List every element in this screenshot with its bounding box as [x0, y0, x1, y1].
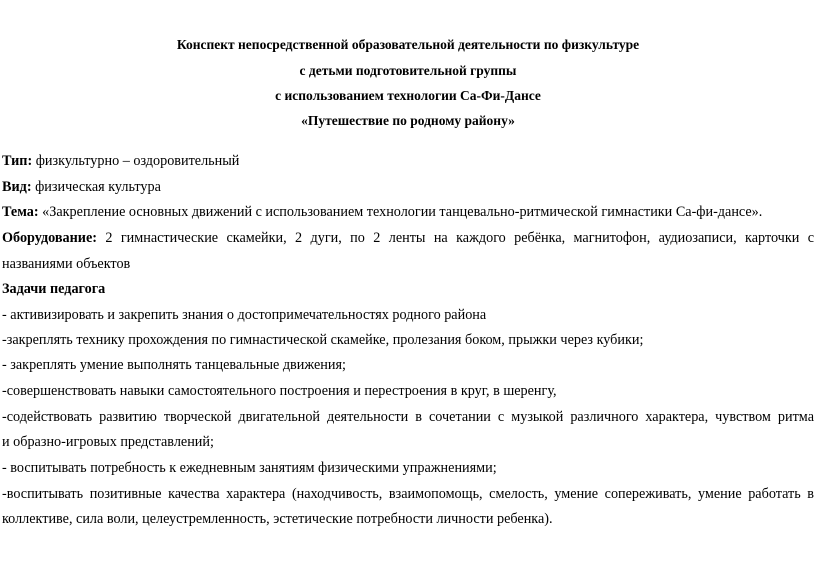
- title-line-4: «Путешествие по родному району»: [301, 113, 515, 128]
- equipment-row: [2, 230, 814, 247]
- type-value: физкультурно – оздоровительный: [32, 153, 240, 169]
- kind-label: Вид:: [2, 179, 32, 195]
- task-line: -закреплять технику прохождения по гимнастической скамейке, пролезания боком, прыжки через кубики;: [2, 332, 644, 348]
- topic-row: [2, 204, 762, 221]
- tasks-heading: Задачи педагога: [2, 281, 106, 297]
- type-label: Тип:: [2, 153, 33, 169]
- task-line: - закреплять умение выполнять танцевальные движения;: [2, 357, 346, 373]
- task-line: - активизировать и закрепить знания о достопримечательностях родного района: [2, 307, 487, 323]
- type-row: [2, 153, 239, 170]
- task-line: и образно-игровых представлений;: [2, 434, 214, 450]
- equipment-value-line-2: названиями объектов: [2, 256, 131, 272]
- task-line: -совершенствовать навыки самостоятельного построения и перестроения в круг, в шеренгу,: [2, 383, 557, 399]
- title-line-3: с использованием технологии Са-Фи-Дансе: [275, 88, 541, 103]
- kind-value: физическая культура: [31, 179, 161, 195]
- task-line: -содействовать развитию творческой двигательной деятельности в сочетании с музыкой различного характера, чувством ритма: [2, 409, 814, 425]
- title-line-2: с детьми подготовительной группы: [299, 63, 517, 78]
- kind-row: [2, 179, 161, 196]
- topic-value: «Закрепление основных движений с использованием технологии танцевально-ритмической гимнастики Са-фи-дансе».: [38, 204, 763, 220]
- topic-label: Тема:: [2, 204, 39, 220]
- task-line: - воспитывать потребность к ежедневным занятиям физическими упражнениями;: [2, 460, 497, 476]
- task-line: коллективе, сила воли, целеустремленность, эстетические потребности личности ребенка).: [2, 511, 553, 527]
- title-line-1: Конспект непосредственной образовательной деятельности по физкультуре: [176, 37, 640, 52]
- equipment-value-line-1: 2 гимнастические скамейки, 2 дуги, по 2 ленты на каждого ребёнка, магнитофон, аудиозаписи, карточки с: [96, 230, 814, 246]
- equipment-label: Оборудование:: [2, 230, 97, 246]
- task-line: -воспитывать позитивные качества характера (находчивость, взаимопомощь, смелость, умение сопереживать, умение работать в: [2, 486, 814, 502]
